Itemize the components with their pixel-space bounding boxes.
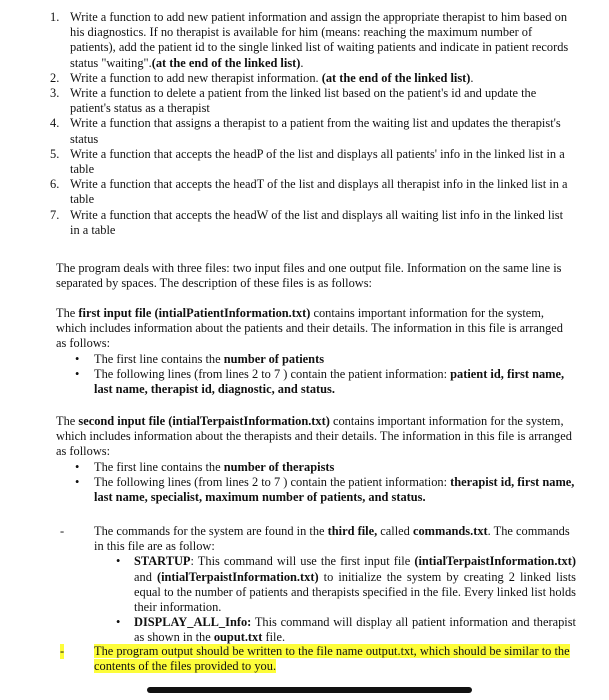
bold-text: ouput.txt xyxy=(213,630,263,645)
text: contains important information for the system, which includes information about the therapists and their details. The information in this file is arranged as follows: xyxy=(56,414,572,459)
second-file-section xyxy=(56,414,576,505)
bullet-dot: • xyxy=(75,366,80,381)
text: The first line contains the xyxy=(94,351,224,366)
intro-paragraph: The program deals with three files: two input files and one output file. Information on the same line is separated by spaces. The description of these files is as follows: xyxy=(56,261,562,291)
bold-text: patient id, first name, last name, therapist id, diagnostic, and status. xyxy=(94,366,565,397)
bullet-item xyxy=(56,475,576,505)
command-item-startup xyxy=(56,554,576,615)
task-text: Write a function that accepts the headP of the list and displays all patients' info in the linked list in a table xyxy=(70,146,565,177)
first-file-section xyxy=(56,306,576,397)
text: The commands for the system are found in the xyxy=(94,524,328,538)
task-item xyxy=(0,177,609,207)
task-list xyxy=(0,10,609,238)
first-file-bullets xyxy=(56,352,576,398)
output-note xyxy=(56,644,576,674)
bold-text: second input file xyxy=(78,414,166,428)
task-text: Write a function that accepts the headT of the list and displays all therapist info in the linked list in a table xyxy=(70,177,568,207)
task-number: 7. xyxy=(50,207,60,222)
text: . The commands in this file are as follow: xyxy=(94,524,570,554)
task-number: 6. xyxy=(50,177,60,192)
bold-text: (intialTerpaistInformation.txt) xyxy=(414,554,576,569)
command-list xyxy=(56,554,576,645)
text: : This command will use the first input file xyxy=(190,554,415,569)
task-item xyxy=(0,71,609,86)
task-number: 1. xyxy=(50,10,60,24)
task-item xyxy=(0,116,609,146)
bullet-item xyxy=(56,352,576,367)
home-indicator-bar[interactable] xyxy=(147,687,472,693)
task-text: Write a function that assigns a therapist to a patient from the waiting list and updates the therapist's status xyxy=(70,116,561,146)
bold-text: therapist id, first name, last name, specialist, maximum number of patients, and status. xyxy=(94,474,575,505)
bullet-dot: • xyxy=(75,474,80,489)
text: and xyxy=(134,569,157,584)
text: file. xyxy=(262,630,286,645)
bullet-dot: • xyxy=(75,351,80,366)
first-file-paragraph xyxy=(56,306,576,352)
task-bold: (at the end of the linked list) xyxy=(151,55,301,70)
task-item xyxy=(0,208,609,238)
second-file-paragraph xyxy=(56,414,576,460)
bullet-dot: • xyxy=(75,459,80,474)
bold-text: (intialTerpaistInformation.txt) xyxy=(168,414,330,428)
output-note-line xyxy=(56,644,576,674)
task-text: Write a function to delete a patient from the linked list based on the patient's id and update the patient's status as a therapist xyxy=(70,86,537,116)
bold-text: commands.txt xyxy=(412,524,488,538)
task-number: 3. xyxy=(50,86,60,101)
dash-marker: - xyxy=(60,644,65,658)
bold-text: (intialPatientInformation.txt) xyxy=(154,306,311,320)
task-number: 4. xyxy=(50,116,60,131)
text: The first line contains the xyxy=(94,459,224,474)
bullet-dot: • xyxy=(116,615,121,630)
command-name: STARTUP xyxy=(134,554,191,569)
task-text: Write a function that accepts the headW of the list and displays all waiting list info in the linked list in a table xyxy=(70,207,564,237)
task-item xyxy=(0,10,609,71)
bold-text: number of therapists xyxy=(223,459,335,474)
command-item-display-all xyxy=(56,615,576,645)
text: The following lines (from lines 2 to 7 ) contain the patient information: xyxy=(94,366,451,381)
text: to initialize the system by creating 2 linked lists equal to the number of patients and therapists specified in the file. Every linked list holds their information. xyxy=(134,569,576,615)
bullet-item xyxy=(56,460,576,475)
text: The following lines (from lines 2 to 7 ) contain the patient information: xyxy=(94,474,451,489)
bullet-dot: • xyxy=(116,554,121,569)
highlighted-text: The program output should be written to the file name output.txt, which should be similar to the contents of the files provided to you. xyxy=(94,644,570,674)
task-tail: . xyxy=(300,55,304,70)
text: called xyxy=(377,524,413,538)
bold-text: (intialTerpaistInformation.txt) xyxy=(156,569,319,584)
bullet-item xyxy=(56,367,576,397)
task-item xyxy=(0,86,609,116)
text: The xyxy=(56,306,79,320)
task-bold: (at the end of the linked list) xyxy=(321,70,471,85)
task-number: 2. xyxy=(50,70,60,85)
task-text: Write a function to add new therapist information. xyxy=(70,70,322,85)
commands-intro xyxy=(56,524,576,554)
task-number: 5. xyxy=(50,146,60,161)
text: The xyxy=(56,414,79,428)
task-text: Write a function to add new patient information and assign the appropriate therapist to him based on his diagnostics. If no therapist is available for him (means: reaching the maximum number of patients), add the patient id to the single linked list of waiting patients and indicate in patient records status "waiting". xyxy=(70,10,569,70)
bold-text: number of patients xyxy=(223,351,325,366)
task-item xyxy=(0,147,609,177)
commands-section xyxy=(56,524,576,646)
task-tail: . xyxy=(470,70,474,85)
dash-marker: - xyxy=(60,524,65,538)
second-file-bullets xyxy=(56,460,576,506)
bold-text: third file, xyxy=(327,524,378,538)
text: This command will display all patient information and therapist as shown in the xyxy=(134,615,576,645)
command-name: DISPLAY_ALL_Info: xyxy=(134,615,252,630)
text: contains important information for the system, which includes information about the patients and their details. The information in this file is arranged as follows: xyxy=(56,306,563,351)
bold-text: first input file xyxy=(78,306,152,320)
